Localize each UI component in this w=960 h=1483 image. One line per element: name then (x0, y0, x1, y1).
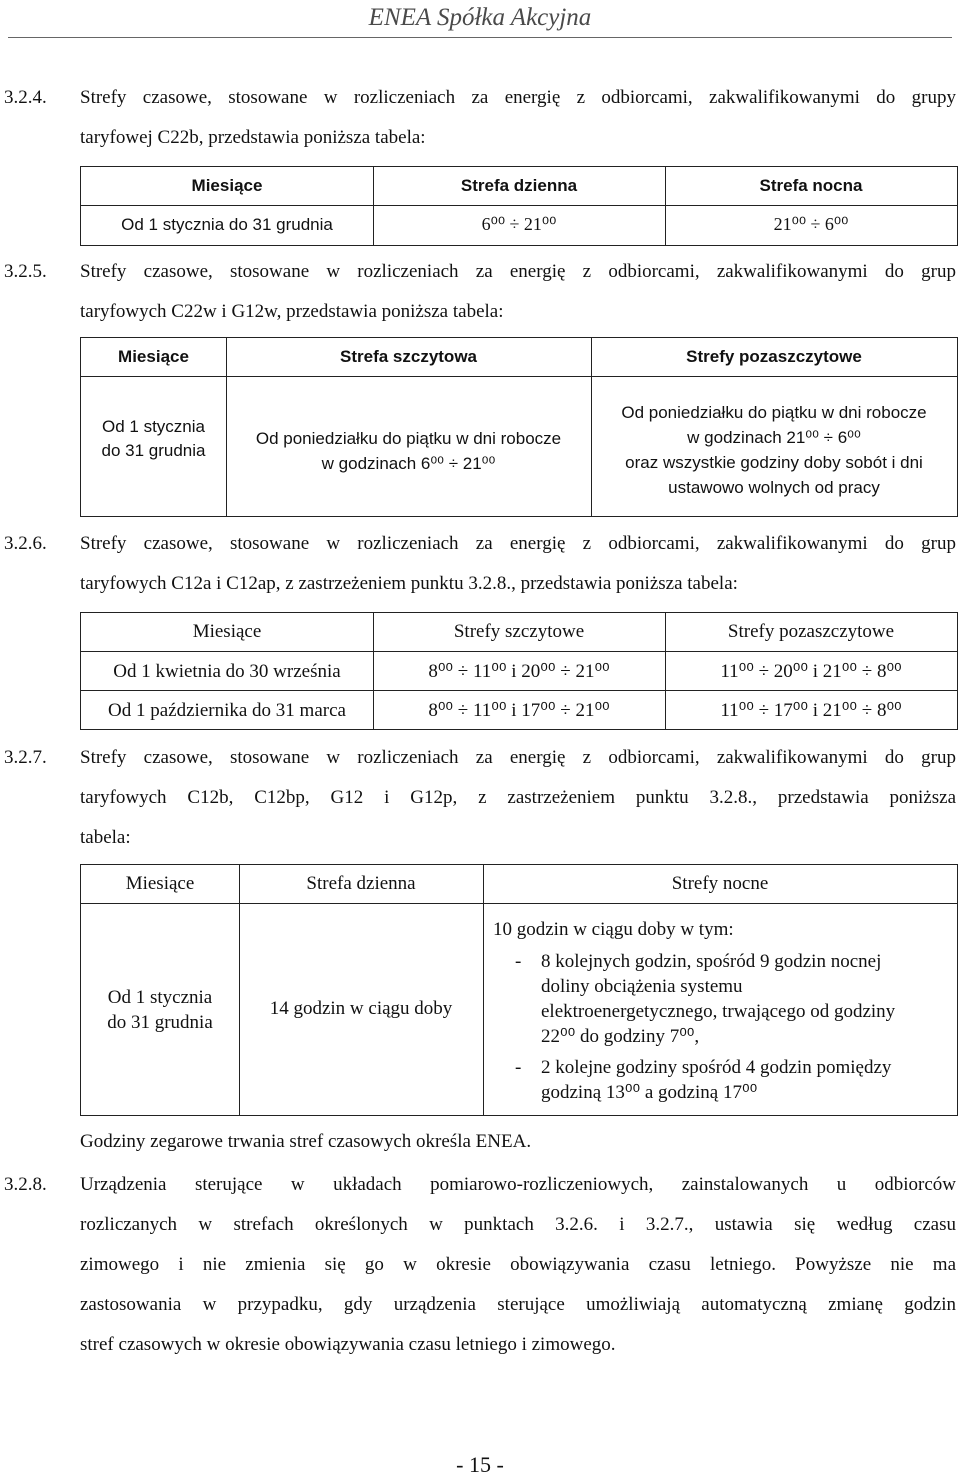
table-header: Strefy szczytowe (453, 621, 585, 642)
paragraph-line: stref czasowych w okresie obowiązywania czasu letniego i zimowego. (80, 1334, 616, 1355)
paragraph-line: taryfowej C22b, przedstawia poniższa tabela: (80, 127, 426, 148)
table-cell (493, 917, 953, 1105)
cell-line: Od 1 stycznia (107, 987, 213, 1008)
header-rule (8, 37, 952, 38)
cell-line: 22⁰⁰ do godziny 7⁰⁰, (541, 1026, 700, 1047)
paragraph-line: Urządzenia sterujące w układach pomiarowo-rozliczeniowych, zainstalowanych u odbiorców (80, 1174, 956, 1195)
cell-line: ustawowo wolnych od pracy (668, 478, 880, 497)
bullet-dash: - (515, 951, 522, 972)
section-3-2-7 (4, 738, 956, 858)
cell-line: 2 kolejne godziny spośród 4 godzin pomiędzy (541, 1057, 892, 1078)
table-header: Strefa szczytowa (340, 347, 477, 366)
table-header: Strefa dzienna (460, 176, 578, 195)
table-cell: 6⁰⁰ ÷ 21⁰⁰ (481, 214, 557, 234)
table-3-2-5 (80, 337, 958, 517)
cell-line: godziną 13⁰⁰ a godziną 17⁰⁰ (541, 1082, 758, 1103)
table-cell (81, 415, 226, 463)
table-cell: Od 1 października do 31 marca (108, 700, 346, 721)
table-3-2-7 (80, 864, 958, 1116)
paragraph-line: taryfowych C12b, C12bp, G12 i G12p, z zastrzeżeniem punktu 3.2.8., przedstawia poniższa (80, 787, 956, 808)
section-3-2-8 (4, 1165, 956, 1365)
cell-line: Od poniedziałku do piątku w dni robocze (255, 429, 562, 448)
table-header: Miesiące (118, 347, 189, 366)
paragraph-line: Strefy czasowe, stosowane w rozliczeniach za energię z odbiorcami, zakwalifikowanymi do grup (80, 533, 956, 554)
table-cell: Od 1 kwietnia do 30 września (113, 661, 341, 682)
paragraph-line: rozliczanych w strefach określonych w punktach 3.2.6. i 3.2.7., ustawia się według czasu (80, 1214, 956, 1235)
section-number: 3.2.4. (4, 87, 47, 108)
table-header: Strefy pozaszczytowe (686, 347, 862, 366)
table-header: Miesiące (192, 621, 262, 642)
section-number: 3.2.7. (4, 747, 47, 768)
cell-line: elektroenergetycznego, trwającego od godziny (541, 1001, 896, 1022)
table-header: Strefa dzienna (306, 873, 416, 894)
section-3-2-4 (4, 78, 956, 158)
paragraph-line: Strefy czasowe, stosowane w rozliczeniach za energię z odbiorcami, zakwalifikowanymi do grup (80, 747, 956, 768)
cell-line: oraz wszystkie godziny doby sobót i dni (625, 453, 923, 472)
paragraph-line: taryfowych C22w i G12w, przedstawia poniższa tabela: (80, 301, 504, 322)
table-header: Strefa nocna (759, 176, 863, 195)
table-header: Miesiące (191, 176, 263, 195)
bullet-dash: - (515, 1057, 522, 1078)
table-3-2-4 (80, 166, 958, 246)
cell-line: 10 godzin w ciągu doby w tym: (493, 919, 734, 940)
table-header: Strefy pozaszczytowe (727, 621, 895, 642)
paragraph-line: zimowego i nie zmienia się go w okresie obowiązywania czasu letniego. Powyższe nie ma (80, 1254, 956, 1275)
table-cell: Od 1 stycznia do 31 grudnia (121, 215, 333, 234)
cell-line: do 31 grudnia (101, 441, 206, 460)
table-cell: 14 godzin w ciągu doby (269, 998, 453, 1019)
table-cell: 11⁰⁰ ÷ 17⁰⁰ i 21⁰⁰ ÷ 8⁰⁰ (720, 700, 902, 721)
cell-line: w godzinach 6⁰⁰ ÷ 21⁰⁰ (321, 454, 496, 473)
cell-line: doliny obciążenia systemu (541, 976, 743, 997)
page-number: - 15 - (456, 1452, 504, 1477)
page-header: ENEA Spółka Akcyjna (368, 4, 592, 31)
section-3-2-5 (4, 252, 956, 332)
paragraph-line: Strefy czasowe, stosowane w rozliczeniach za energię z odbiorcami, zakwalifikowanymi do grupy (80, 87, 956, 108)
section-3-2-6 (4, 524, 956, 604)
table-cell (591, 400, 957, 500)
cell-line: 8 kolejnych godzin, spośród 9 godzin nocnej (541, 951, 882, 972)
table-cell (226, 426, 591, 476)
paragraph-line: tabela: (80, 827, 131, 848)
paragraph-line: Strefy czasowe, stosowane w rozliczeniach za energię z odbiorcami, zakwalifikowanymi do grup (80, 261, 956, 282)
cell-line: Od 1 stycznia (102, 417, 205, 436)
paragraph-line: zastosowania w przypadku, gdy urządzenia sterujące umożliwiają automatyczną zmianę godzin (80, 1294, 956, 1315)
table-cell: 11⁰⁰ ÷ 20⁰⁰ i 21⁰⁰ ÷ 8⁰⁰ (720, 661, 902, 682)
section-number: 3.2.5. (4, 261, 47, 282)
list-item (493, 1055, 953, 1105)
table-3-2-6 (80, 612, 958, 730)
table-header: Miesiące (125, 873, 195, 894)
section-number: 3.2.8. (4, 1174, 47, 1195)
table-cell: 8⁰⁰ ÷ 11⁰⁰ i 20⁰⁰ ÷ 21⁰⁰ (428, 661, 610, 682)
section-3-2-7-note (80, 1122, 956, 1162)
table-cell (81, 985, 239, 1035)
table-cell: 8⁰⁰ ÷ 11⁰⁰ i 17⁰⁰ ÷ 21⁰⁰ (428, 700, 610, 721)
table-cell: 21⁰⁰ ÷ 6⁰⁰ (773, 214, 849, 234)
cell-line: Od poniedziałku do piątku w dni robocze (621, 403, 927, 422)
cell-line: w godzinach 21⁰⁰ ÷ 6⁰⁰ (687, 428, 861, 447)
list-item (493, 949, 953, 1049)
table-header: Strefy nocne (671, 873, 769, 894)
cell-line: do 31 grudnia (107, 1012, 213, 1033)
section-number: 3.2.6. (4, 533, 47, 554)
paragraph-line: taryfowych C12a i C12ap, z zastrzeżeniem punktu 3.2.8., przedstawia poniższa tabela: (80, 573, 738, 594)
note-text: Godziny zegarowe trwania stref czasowych określa ENEA. (80, 1131, 532, 1152)
